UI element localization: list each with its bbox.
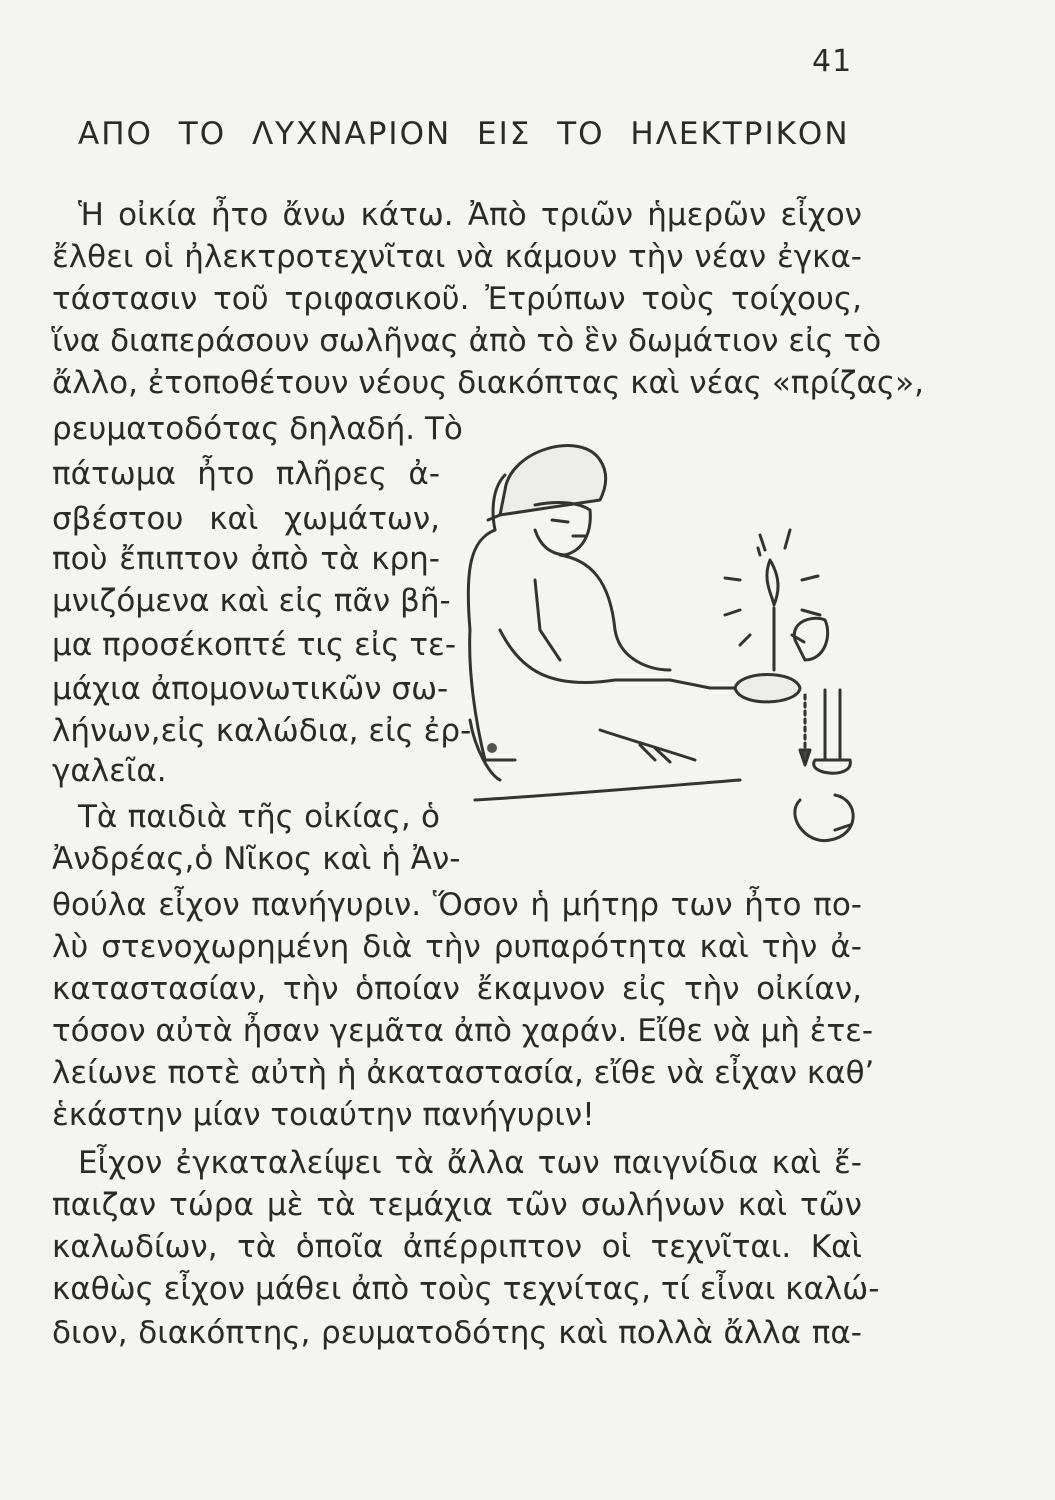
body-line: ρευματοδότας δηλαδή. Τὸ [52,411,463,447]
body-line: τάστασιν τοῦ τριφασικοῦ. Ἐτρύπων τοὺς τοίχους, [52,281,862,317]
chapter-title: ΑΠΟ ΤΟ ΛΥΧΝΑΡΙΟΝ ΕΙΣ ΤΟ ΗΛΕΚΤΡΙΚΟΝ [78,116,850,152]
body-line: ἔλθει οἱ ἠλεκτροτεχνῖται νὰ κάμουν τὴν νέαν ἐγκα- [52,239,862,275]
body-line: Εἶχον ἐγκαταλείψει τὰ ἄλλα των παιγνίδια καὶ ἔ- [78,1145,862,1181]
body-line: μνιζόμενα καὶ εἰς πᾶν βῆ- [52,583,451,619]
body-line: ἑκάστην μίαν τοιαύτην πανήγυριν! [52,1097,595,1133]
body-line: καταστασίαν, τὴν ὁποίαν ἔκαμνον εἰς τὴν οἰκίαν, [52,971,862,1007]
body-line: λείωνε ποτὲ αὐτὴ ἡ ἀκαταστασία, εἴθε νὰ εἶχαν καθ’ [52,1055,875,1091]
body-line: ποὺ ἔπιπτον ἀπὸ τὰ κρη- [52,541,440,577]
body-line: Ἡ οἰκία ἦτο ἄνω κάτω. Ἀπὸ τριῶν ἡμερῶν εἶχον [78,197,862,233]
body-line: μάχια ἀπομονωτικῶν σω- [52,671,449,707]
body-line: θούλα εἶχον πανήγυριν. Ὅσον ἡ μήτηρ των ἦτο πο- [52,887,862,923]
body-line: σβέστου καὶ χωμάτων, [52,501,440,537]
body-line: γαλεῖα. [52,753,167,789]
woman-with-oil-lamp-illustration [440,430,870,870]
body-line: Ἀνδρέας,ὁ Νῖκος καὶ ἡ Ἀν- [52,841,461,877]
body-line: ἵνα διαπεράσουν σωλῆνας ἀπὸ τὸ ἓν δωμάτιον εἰς τὸ [52,323,882,359]
body-line: πάτωμα ἦτο πλῆρες ἀ- [52,456,440,492]
body-line: λήνων,εἰς καλώδια, εἰς ἐρ- [52,713,472,749]
page-number: 41 [812,44,853,79]
body-line: καθὼς εἶχον μάθει ἀπὸ τοὺς τεχνίτας, τί εἶναι καλώ- [52,1271,880,1307]
body-line: διον, διακόπτης, ρευματοδότης καὶ πολλὰ ἄλλα πα- [52,1315,862,1351]
body-line: ἄλλο, ἐτοποθέτουν νέους διακόπτας καὶ νέας «πρίζας», [52,365,924,401]
body-line: καλωδίων, τὰ ὁποῖα ἀπέρριπτον οἱ τεχνῖται. Καὶ [52,1229,862,1265]
body-line: τόσον αὐτὰ ἦσαν γεμᾶτα ἀπὸ χαράν. Εἴθε νὰ μὴ ἐτε- [52,1013,874,1049]
body-line: Τὰ παιδιὰ τῆς οἰκίας, ὁ [78,799,440,835]
body-line: μα προσέκοπτέ τις εἰς τε- [52,627,456,663]
body-line: παιζαν τώρα μὲ τὰ τεμάχια τῶν σωλήνων καὶ τῶν [52,1187,862,1223]
body-line: λὺ στενοχωρημένη διὰ τὴν ρυπαρότητα καὶ τὴν ἀ- [52,929,862,965]
